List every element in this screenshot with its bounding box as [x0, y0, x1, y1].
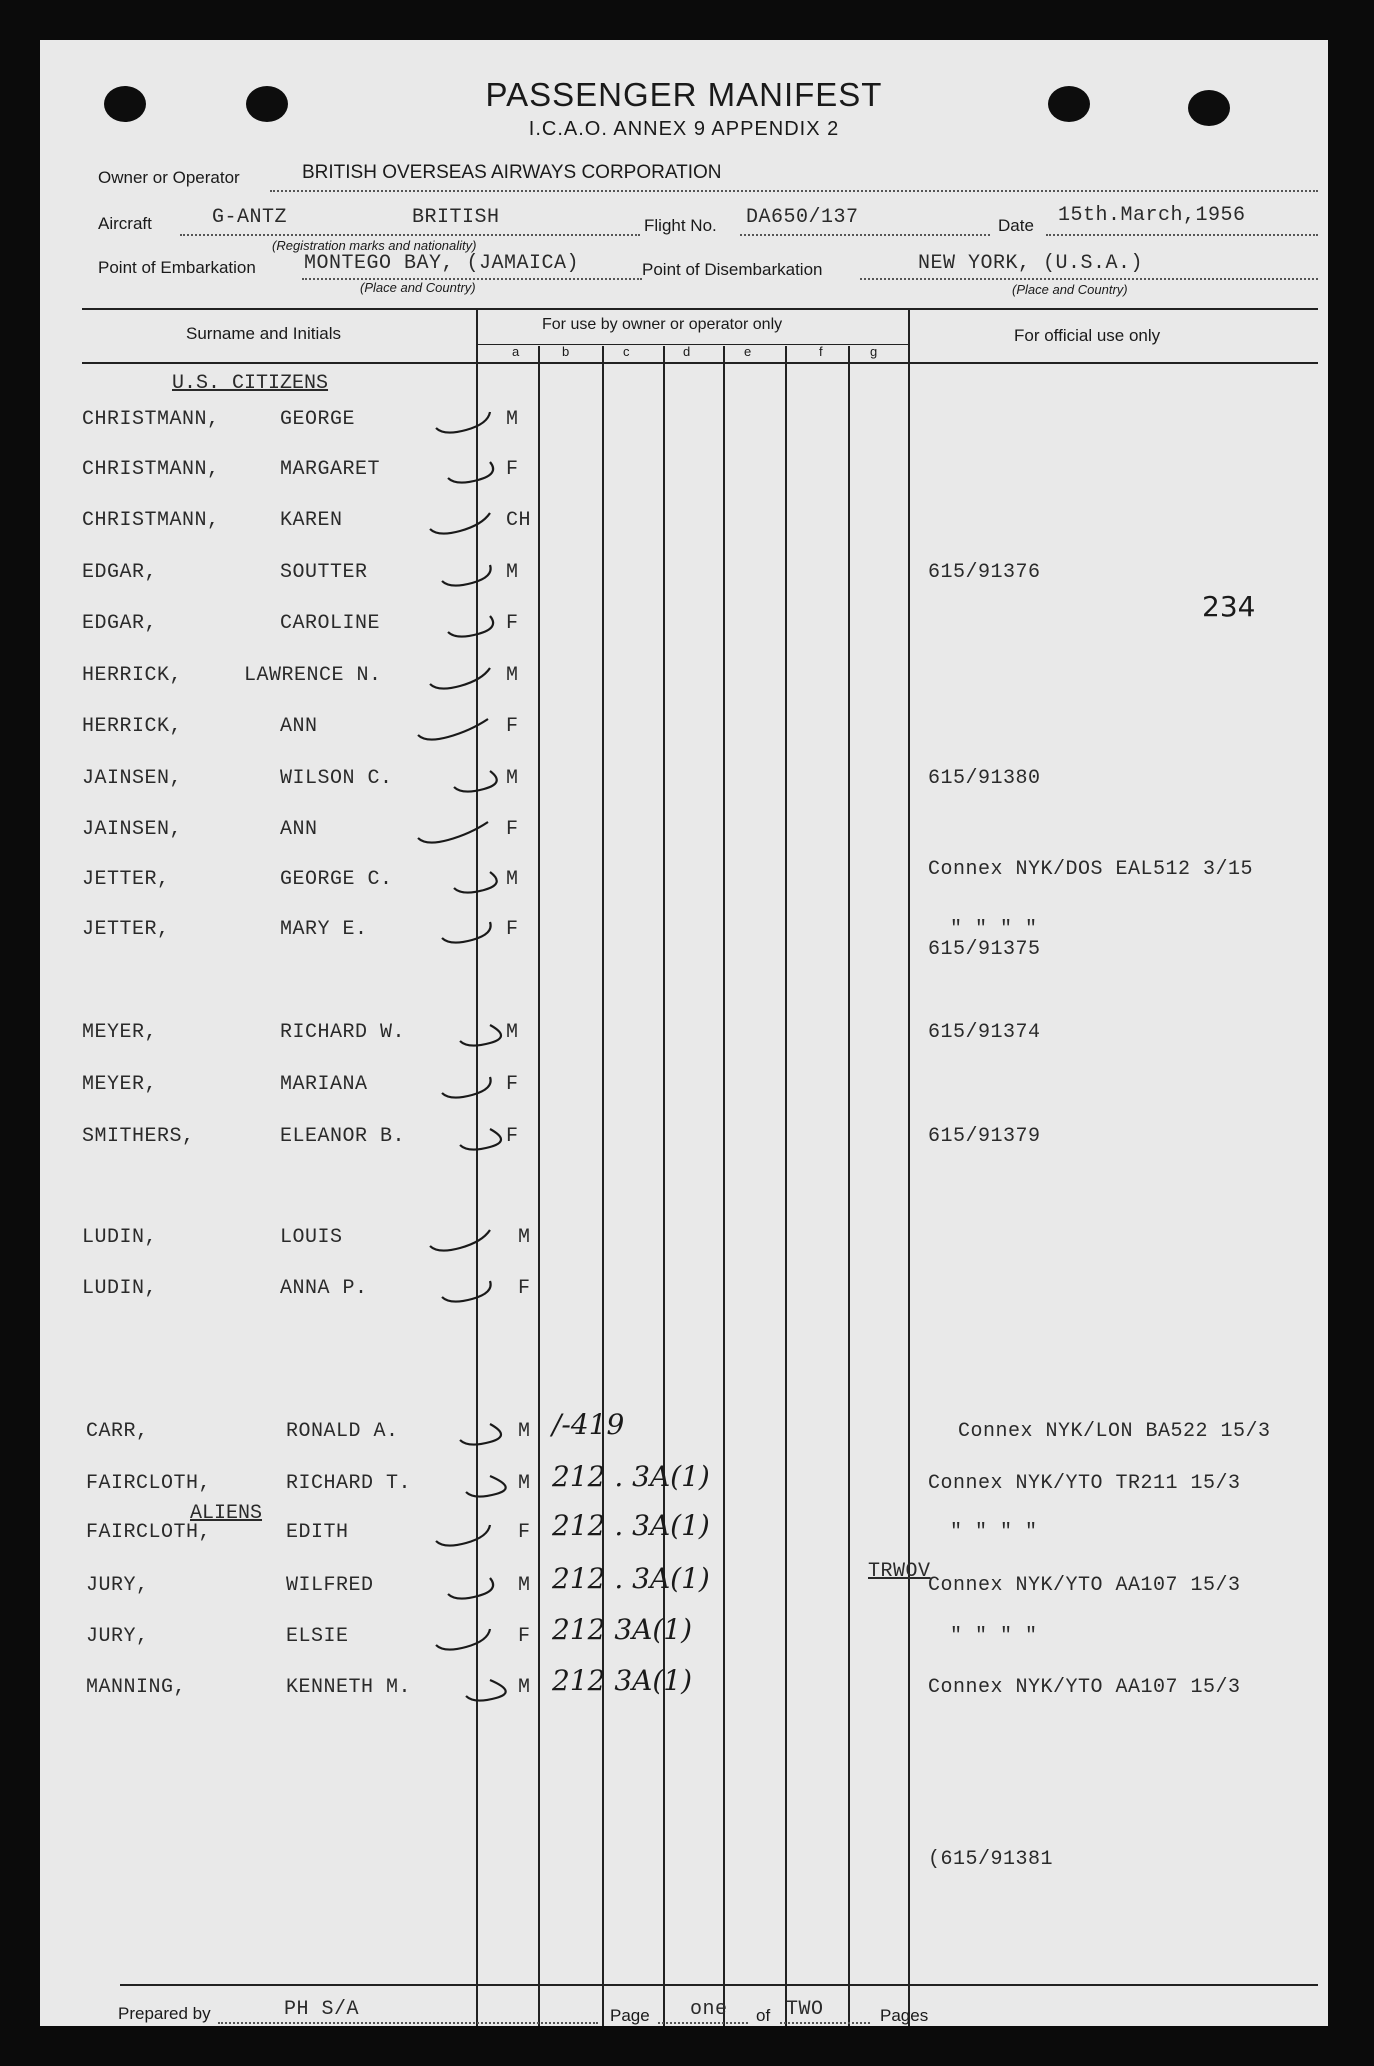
pen-tick-mark — [448, 462, 493, 483]
passenger-official-note: Connex NYK/YTO TR211 15/3 — [928, 1472, 1241, 1495]
passenger-official-note: Connex NYK/YTO AA107 15/3 — [928, 1676, 1241, 1699]
passenger-given: GEORGE C. — [280, 868, 393, 891]
passenger-sex: F — [506, 458, 519, 481]
passenger-sex: F — [518, 1625, 531, 1648]
pen-tick-mark — [430, 668, 490, 689]
passenger-surname: EDGAR, — [82, 561, 158, 584]
passenger-sex: M — [506, 767, 519, 790]
pen-tick-marks — [40, 40, 1328, 2026]
pen-tick-mark — [442, 1077, 491, 1098]
passenger-surname: LUDIN, — [82, 1277, 158, 1300]
passenger-sex: M — [518, 1676, 531, 1699]
pen-tick-mark — [460, 1129, 501, 1150]
passenger-surname: JAINSEN, — [82, 767, 183, 790]
passenger-sex: M — [506, 408, 519, 431]
pen-tick-mark — [418, 822, 488, 843]
pen-tick-mark — [466, 1476, 506, 1497]
passenger-official-note: " " " " — [950, 1625, 1038, 1648]
passenger-given: WILFRED — [286, 1574, 374, 1597]
passenger-surname: HERRICK, — [82, 664, 183, 687]
pen-tick-mark — [430, 513, 490, 534]
page-title: PASSENGER MANIFEST — [485, 76, 883, 113]
col-header-owner: For use by owner or operator only — [542, 316, 783, 333]
passenger-surname: LUDIN, — [82, 1226, 158, 1249]
passenger-sex: M — [518, 1472, 531, 1495]
passenger-surname: JURY, — [86, 1625, 149, 1648]
passenger-given: KAREN — [280, 509, 343, 532]
passenger-sex: F — [518, 1277, 531, 1300]
passenger-official-note: 615/91376 — [928, 561, 1041, 584]
passenger-handwritten-code: 212 . 3A(1) — [552, 1562, 710, 1595]
subcol-c: c — [623, 344, 630, 359]
manifest-sheet — [40, 40, 1328, 2026]
passenger-given: ELEANOR B. — [280, 1125, 406, 1148]
manning-ref: (615/91381 — [928, 1848, 1054, 1871]
pen-tick-mark — [430, 1230, 490, 1251]
owner-value: BRITISH OVERSEAS AIRWAYS CORPORATION — [302, 162, 722, 183]
passenger-given: ANN — [280, 818, 318, 841]
passenger-official-note: " " " " — [950, 918, 1038, 941]
passenger-surname: FAIRCLOTH, — [86, 1472, 212, 1495]
flight-label: Flight No. — [644, 216, 717, 235]
passenger-surname: CARR, — [86, 1420, 149, 1443]
carr-prefix: TRWOV — [868, 1560, 931, 1583]
passenger-sex: CH — [506, 509, 532, 532]
passenger-handwritten-code: 212 . 3A(1) — [552, 1460, 710, 1493]
passenger-surname: JETTER, — [82, 918, 170, 941]
aircraft-label: Aircraft — [98, 214, 152, 233]
aircraft-nat: BRITISH — [412, 206, 500, 229]
pen-tick-mark — [460, 1424, 501, 1445]
passenger-handwritten-code: 212 3A(1) — [552, 1613, 693, 1646]
disembark-label: Point of Disembarkation — [642, 260, 823, 279]
passenger-given: GEORGE — [280, 408, 356, 431]
passenger-official-note: 615/91374 — [928, 1021, 1041, 1044]
passenger-given: CAROLINE — [280, 612, 381, 635]
pen-tick-mark — [436, 412, 490, 433]
passenger-surname: HERRICK, — [82, 715, 183, 738]
section-us-citizens: U.S. CITIZENS — [172, 372, 329, 395]
passenger-sex: M — [506, 868, 519, 891]
passenger-given: ANN — [280, 715, 318, 738]
subcol-f: f — [819, 344, 823, 359]
pen-tick-mark — [460, 1025, 501, 1046]
page-subtitle: I.C.A.O. ANNEX 9 APPENDIX 2 — [528, 118, 840, 140]
passenger-sex: F — [506, 1125, 519, 1148]
passenger-official-note: Connex NYK/YTO AA107 15/3 — [928, 1574, 1241, 1597]
flight-value: DA650/137 — [746, 206, 859, 229]
passenger-given: SOUTTER — [280, 561, 368, 584]
disembark-value: NEW YORK, (U.S.A.) — [918, 252, 1144, 275]
passenger-given: KENNETH M. — [286, 1676, 412, 1699]
of-value: TWO — [786, 1998, 824, 2021]
embark-label: Point of Embarkation — [98, 258, 256, 277]
date-value: 15th.March,1956 — [1058, 204, 1246, 227]
page-value: one — [690, 1998, 728, 2021]
passenger-surname: MEYER, — [82, 1073, 158, 1096]
embark-note: (Place and Country) — [360, 280, 476, 295]
passenger-sex: M — [518, 1574, 531, 1597]
passenger-official-note: 615/91379 — [928, 1125, 1041, 1148]
passenger-sex: F — [506, 612, 519, 635]
jetter-ref: 615/91375 — [928, 938, 1041, 961]
of-label: of — [756, 2006, 771, 2025]
col-header-name: Surname and Initials — [186, 324, 341, 343]
pen-tick-mark — [436, 1629, 490, 1650]
subcol-e: e — [744, 344, 752, 359]
passenger-sex: F — [506, 918, 519, 941]
disembark-note: (Place and Country) — [1012, 282, 1128, 297]
date-label: Date — [998, 216, 1034, 235]
passenger-sex: F — [506, 1073, 519, 1096]
pen-tick-mark — [454, 872, 497, 893]
pen-tick-mark — [436, 1525, 490, 1546]
passenger-surname: FAIRCLOTH, — [86, 1521, 212, 1544]
pen-tick-mark — [448, 1578, 493, 1599]
passenger-handwritten-code: 212 . 3A(1) — [552, 1509, 710, 1542]
passenger-surname: JETTER, — [82, 868, 170, 891]
passenger-surname: CHRISTMANN, — [82, 458, 220, 481]
passenger-given: RICHARD W. — [280, 1021, 406, 1044]
embark-value: MONTEGO BAY, (JAMAICA) — [304, 252, 580, 275]
passenger-sex: M — [506, 1021, 519, 1044]
aircraft-note: (Registration marks and nationality) — [272, 238, 477, 253]
passenger-sex: F — [506, 818, 519, 841]
pen-tick-mark — [442, 565, 491, 586]
owner-label: Owner or Operator — [98, 168, 240, 187]
passenger-given: WILSON C. — [280, 767, 393, 790]
passenger-surname: JAINSEN, — [82, 818, 183, 841]
edgar-note: 234 — [1202, 590, 1256, 623]
passenger-given: LAWRENCE N. — [244, 664, 382, 687]
passenger-official-note: " " " " — [950, 1521, 1038, 1544]
passenger-handwritten-code: /-419 — [552, 1408, 625, 1441]
pen-tick-mark — [454, 771, 497, 792]
prepared-label: Prepared by — [118, 2004, 211, 2023]
passenger-given: RICHARD T. — [286, 1472, 412, 1495]
page-label: Page — [610, 2006, 650, 2025]
passenger-official-note: Connex NYK/LON BA522 15/3 — [958, 1420, 1271, 1443]
passenger-given: MARY E. — [280, 918, 368, 941]
passenger-sex: M — [518, 1420, 531, 1443]
passenger-surname: CHRISTMANN, — [82, 509, 220, 532]
aircraft-reg: G-ANTZ — [212, 206, 288, 229]
pen-tick-mark — [466, 1680, 506, 1701]
passenger-surname: JURY, — [86, 1574, 149, 1597]
passenger-official-note: 615/91380 — [928, 767, 1041, 790]
passenger-sex: M — [518, 1226, 531, 1249]
subcol-b: b — [562, 344, 570, 359]
passenger-given: ANNA P. — [280, 1277, 368, 1300]
pen-tick-mark — [448, 616, 493, 637]
pen-tick-mark — [418, 719, 488, 740]
passenger-sex: M — [506, 664, 519, 687]
pages-label: Pages — [880, 2006, 929, 2025]
pen-tick-mark — [442, 922, 491, 943]
passenger-sex: M — [506, 561, 519, 584]
passenger-surname: MEYER, — [82, 1021, 158, 1044]
passenger-surname: SMITHERS, — [82, 1125, 195, 1148]
prepared-value: PH S/A — [284, 1998, 360, 2021]
passenger-surname: EDGAR, — [82, 612, 158, 635]
passenger-sex: F — [518, 1521, 531, 1544]
passenger-given: MARIANA — [280, 1073, 368, 1096]
pen-tick-mark — [442, 1281, 491, 1302]
passenger-surname: CHRISTMANN, — [82, 408, 220, 431]
col-header-official: For official use only — [1014, 326, 1161, 345]
passenger-official-note: Connex NYK/DOS EAL512 3/15 — [928, 858, 1254, 881]
passenger-given: ELSIE — [286, 1625, 349, 1648]
section-aliens: ALIENS — [190, 1502, 263, 1525]
passenger-given: LOUIS — [280, 1226, 343, 1249]
passenger-surname: MANNING, — [86, 1676, 187, 1699]
passenger-given: MARGARET — [280, 458, 381, 481]
passenger-given: EDITH — [286, 1521, 349, 1544]
passenger-handwritten-code: 212 3A(1) — [552, 1664, 693, 1697]
subcol-a: a — [512, 344, 520, 359]
passenger-given: RONALD A. — [286, 1420, 399, 1443]
subcol-g: g — [870, 344, 878, 359]
subcol-d: d — [683, 344, 691, 359]
passenger-sex: F — [506, 715, 519, 738]
